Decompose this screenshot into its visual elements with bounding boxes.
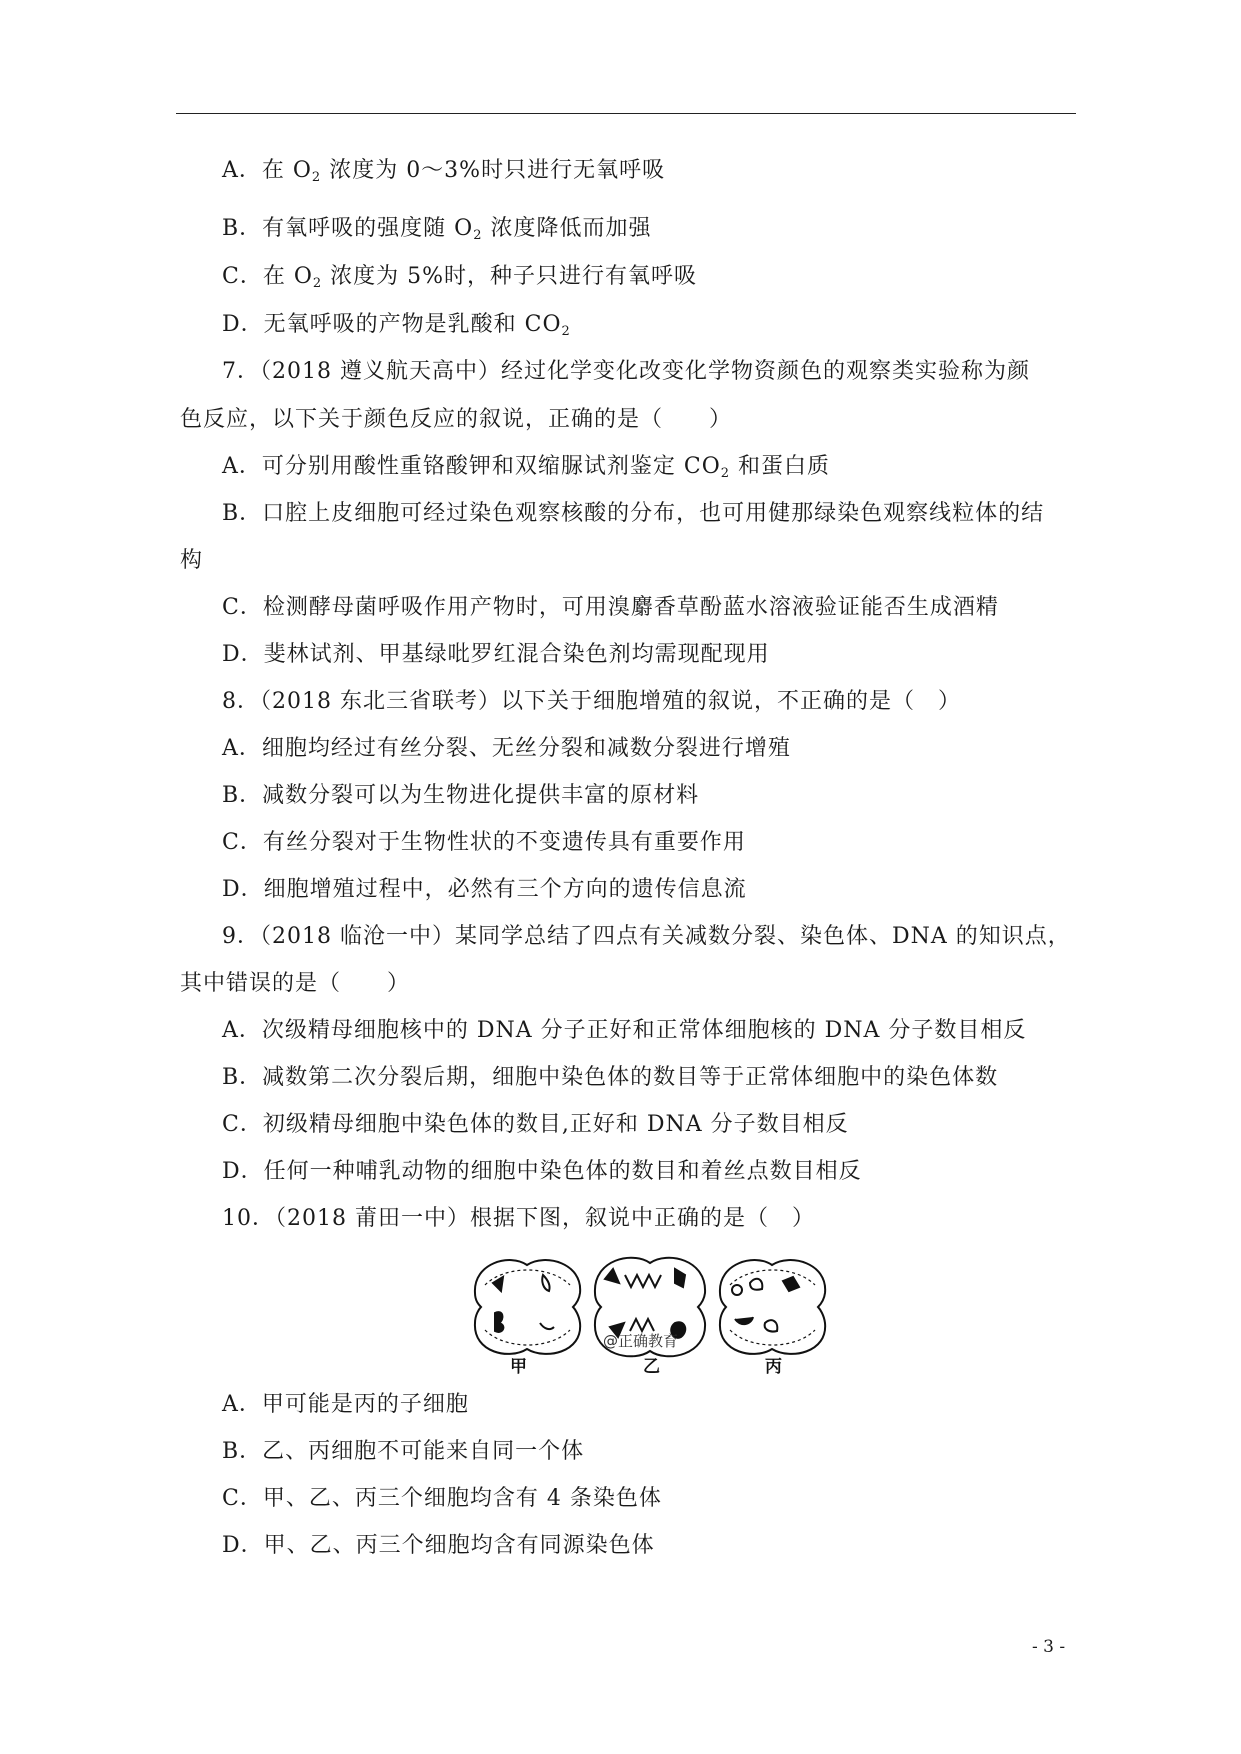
cell-division-figure	[465, 1245, 835, 1375]
q6-option-c: C．在 $O_2$ 浓度为 5%时，种子只进行有氧呼吸	[222, 264, 698, 291]
q9-stem-line2: 其中错误的是（ ）	[180, 971, 411, 996]
q10-option-a: A．甲可能是丙的子细胞	[222, 1392, 469, 1417]
q6-option-d: D．无氧呼吸的产物是乳酸和 $CO_2$	[222, 312, 571, 339]
q7-option-b-line1: B．口腔上皮细胞可经过染色观察核酸的分布，也可用健那绿染色观察线粒体的结	[222, 501, 1045, 526]
q9-option-c: C．初级精母细胞中染色体的数目,正好和 DNA 分子数目相反	[222, 1112, 849, 1137]
q7-stem-line2: 色反应，以下关于颜色反应的叙说，正确的是（ ）	[180, 407, 733, 432]
q7-stem-line1: 7．（2018 遵义航天高中）经过化学变化改变化学物资颜色的观察类实验称为颜	[222, 359, 1030, 384]
q8-option-d: D．细胞增殖过程中，必然有三个方向的遗传信息流	[222, 877, 747, 902]
header-rule	[176, 113, 1076, 114]
q8-stem: 8．（2018 东北三省联考）以下关于细胞增殖的叙说，不正确的是（ ）	[222, 689, 961, 714]
figure-label-bing: 丙	[765, 1357, 782, 1375]
q7-option-a: A．可分别用酸性重铬酸钾和双缩脲试剂鉴定 $CO_2$ 和蛋白质	[222, 454, 831, 481]
q9-option-a: A．次级精母细胞核中的 DNA 分子正好和正常体细胞核的 DNA 分子数目相反	[222, 1018, 1027, 1043]
q9-option-b: B．减数第二次分裂后期，细胞中染色体的数目等于正常体细胞中的染色体数	[222, 1065, 999, 1090]
q6-option-b: B．有氧呼吸的强度随 $O_2$ 浓度降低而加强	[222, 216, 652, 243]
q10-option-b: B．乙、丙细胞不可能来自同一个体	[222, 1439, 585, 1464]
q9-stem-line1: 9．（2018 临沧一中）某同学总结了四点有关减数分裂、染色体、DNA 的知识点，	[222, 924, 1071, 949]
cell-bing	[720, 1260, 825, 1354]
q10-option-c: C．甲、乙、丙三个细胞均含有 4 条染色体	[222, 1486, 662, 1511]
q7-option-d: D．斐林试剂、甲基绿吡罗红混合染色剂均需现配现用	[222, 642, 770, 667]
figure-label-jia: 甲	[510, 1357, 527, 1375]
cell-jia	[475, 1260, 580, 1354]
q9-option-d: D．任何一种哺乳动物的细胞中染色体的数目和着丝点数目相反	[222, 1159, 862, 1184]
q8-option-b: B．减数分裂可以为生物进化提供丰富的原材料	[222, 783, 700, 808]
q6-option-a: A．在 $O_2$ 浓度为 0～3%时只进行无氧呼吸	[222, 158, 666, 185]
q8-option-c: C．有丝分裂对于生物性状的不变遗传具有重要作用	[222, 830, 746, 855]
figure-watermark: @正确教育	[603, 1332, 679, 1350]
q8-option-a: A．细胞均经过有丝分裂、无丝分裂和减数分裂进行增殖	[222, 736, 791, 761]
q7-option-c: C．检测酵母菌呼吸作用产物时，可用溴麝香草酚蓝水溶液验证能否生成酒精	[222, 595, 999, 620]
cell-division-diagram	[465, 1245, 835, 1375]
figure-label-yi: 乙	[643, 1357, 660, 1375]
q10-stem: 10．（2018 莆田一中）根据下图，叙说中正确的是（ ）	[222, 1206, 815, 1231]
q7-option-b-line2: 构	[180, 548, 204, 573]
q10-option-d: D．甲、乙、丙三个细胞均含有同源染色体	[222, 1533, 655, 1558]
page-number: - 3 -	[1032, 1637, 1066, 1657]
